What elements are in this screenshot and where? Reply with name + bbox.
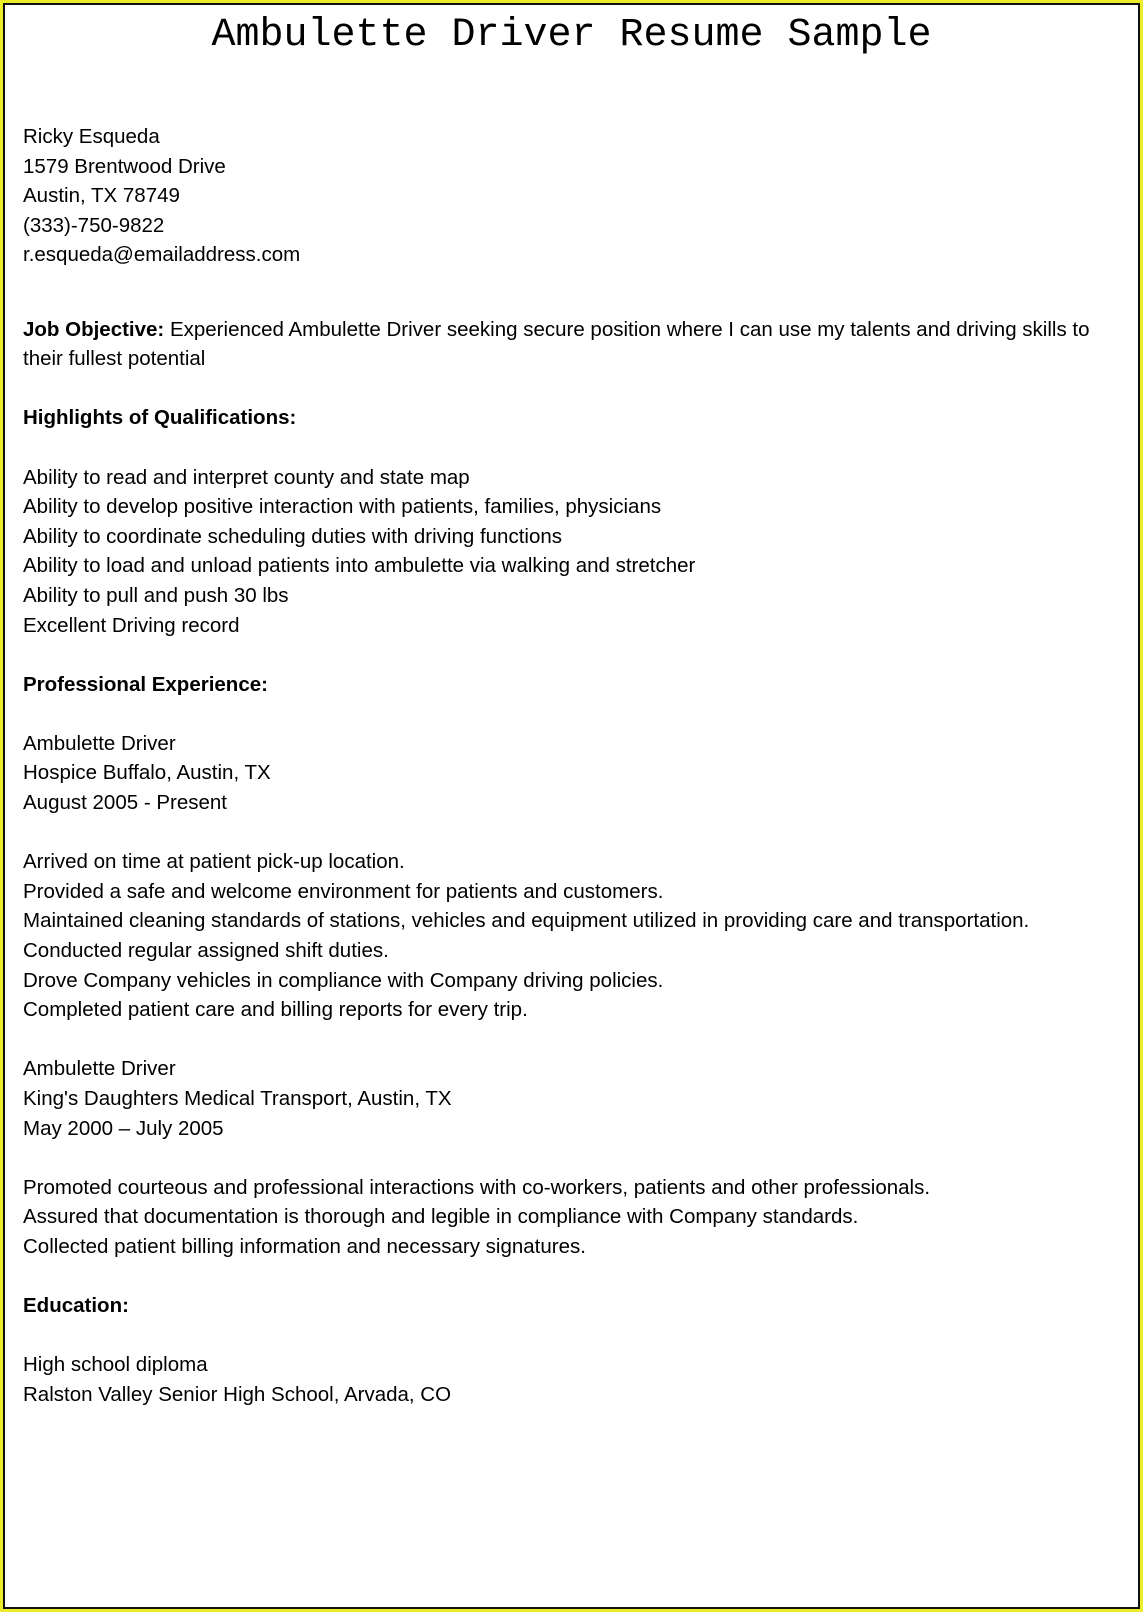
job-duty: Drove Company vehicles in compliance with Company driving policies. — [23, 968, 664, 992]
page-title: Ambulette Driver Resume Sample — [211, 13, 932, 58]
job-duty: Conducted regular assigned shift duties. — [23, 939, 389, 963]
qualifications-heading: Highlights of Qualifications: — [23, 406, 297, 430]
job-duty: Assured that documentation is thorough and legible in compliance with Company standards. — [23, 1205, 859, 1229]
job-objective — [23, 315, 1115, 374]
job-employer: Hospice Buffalo, Austin, TX — [23, 761, 271, 785]
list-item: Ability to read and interpret county and state map — [23, 465, 470, 489]
education-block — [23, 1350, 1133, 1409]
resume-body — [23, 122, 1133, 1410]
job-objective-text: Experienced Ambulette Driver seeking secure position where I can use my talents and driving skills to their fullest potential — [23, 317, 1090, 371]
job-title: Ambulette Driver — [23, 1057, 176, 1081]
list-item: Ability to pull and push 30 lbs — [23, 583, 289, 607]
list-item: Ability to develop positive interaction with patients, families, physicians — [23, 495, 662, 519]
contact-name: Ricky Esqueda — [23, 125, 160, 148]
job-title: Ambulette Driver — [23, 731, 176, 755]
job-duty: Promoted courteous and professional interactions with co-workers, patients and other professionals. — [23, 1175, 931, 1199]
job-entry-2 — [23, 1054, 1133, 1261]
education-degree: High school diploma — [23, 1353, 208, 1377]
job-dates: May 2000 – July 2005 — [23, 1116, 224, 1140]
contact-phone: (333)-750-9822 — [23, 213, 165, 237]
job-duty: Completed patient care and billing reports for every trip. — [23, 998, 528, 1022]
contact-street: 1579 Brentwood Drive — [23, 154, 226, 178]
job-employer: King's Daughters Medical Transport, Austin, TX — [23, 1087, 452, 1110]
list-item: Ability to coordinate scheduling duties with driving functions — [23, 524, 562, 548]
job-duty: Provided a safe and welcome environment for patients and customers. — [23, 879, 664, 903]
job-dates: August 2005 - Present — [23, 791, 227, 815]
contact-block — [23, 122, 1133, 270]
job-duty: Arrived on time at patient pick-up location. — [23, 850, 405, 874]
job-duty: Maintained cleaning standards of stations, vehicles and equipment utilized in providing care and transportation. — [23, 909, 1030, 933]
list-item: Excellent Driving record — [23, 613, 240, 637]
job-duty: Collected patient billing information and necessary signatures. — [23, 1234, 586, 1258]
education-school: Ralston Valley Senior High School, Arvada, CO — [23, 1382, 452, 1406]
contact-email: r.esqueda@emailaddress.com — [23, 243, 301, 267]
education-heading: Education: — [23, 1294, 129, 1318]
contact-city-state-zip: Austin, TX 78749 — [23, 184, 180, 208]
list-item: Ability to load and unload patients into ambulette via walking and stretcher — [23, 554, 696, 578]
job-objective-label: Job Objective: — [23, 317, 165, 341]
qualifications-list — [23, 463, 1133, 641]
job-entry-1 — [23, 729, 1133, 1025]
experience-heading: Professional Experience: — [23, 672, 268, 696]
